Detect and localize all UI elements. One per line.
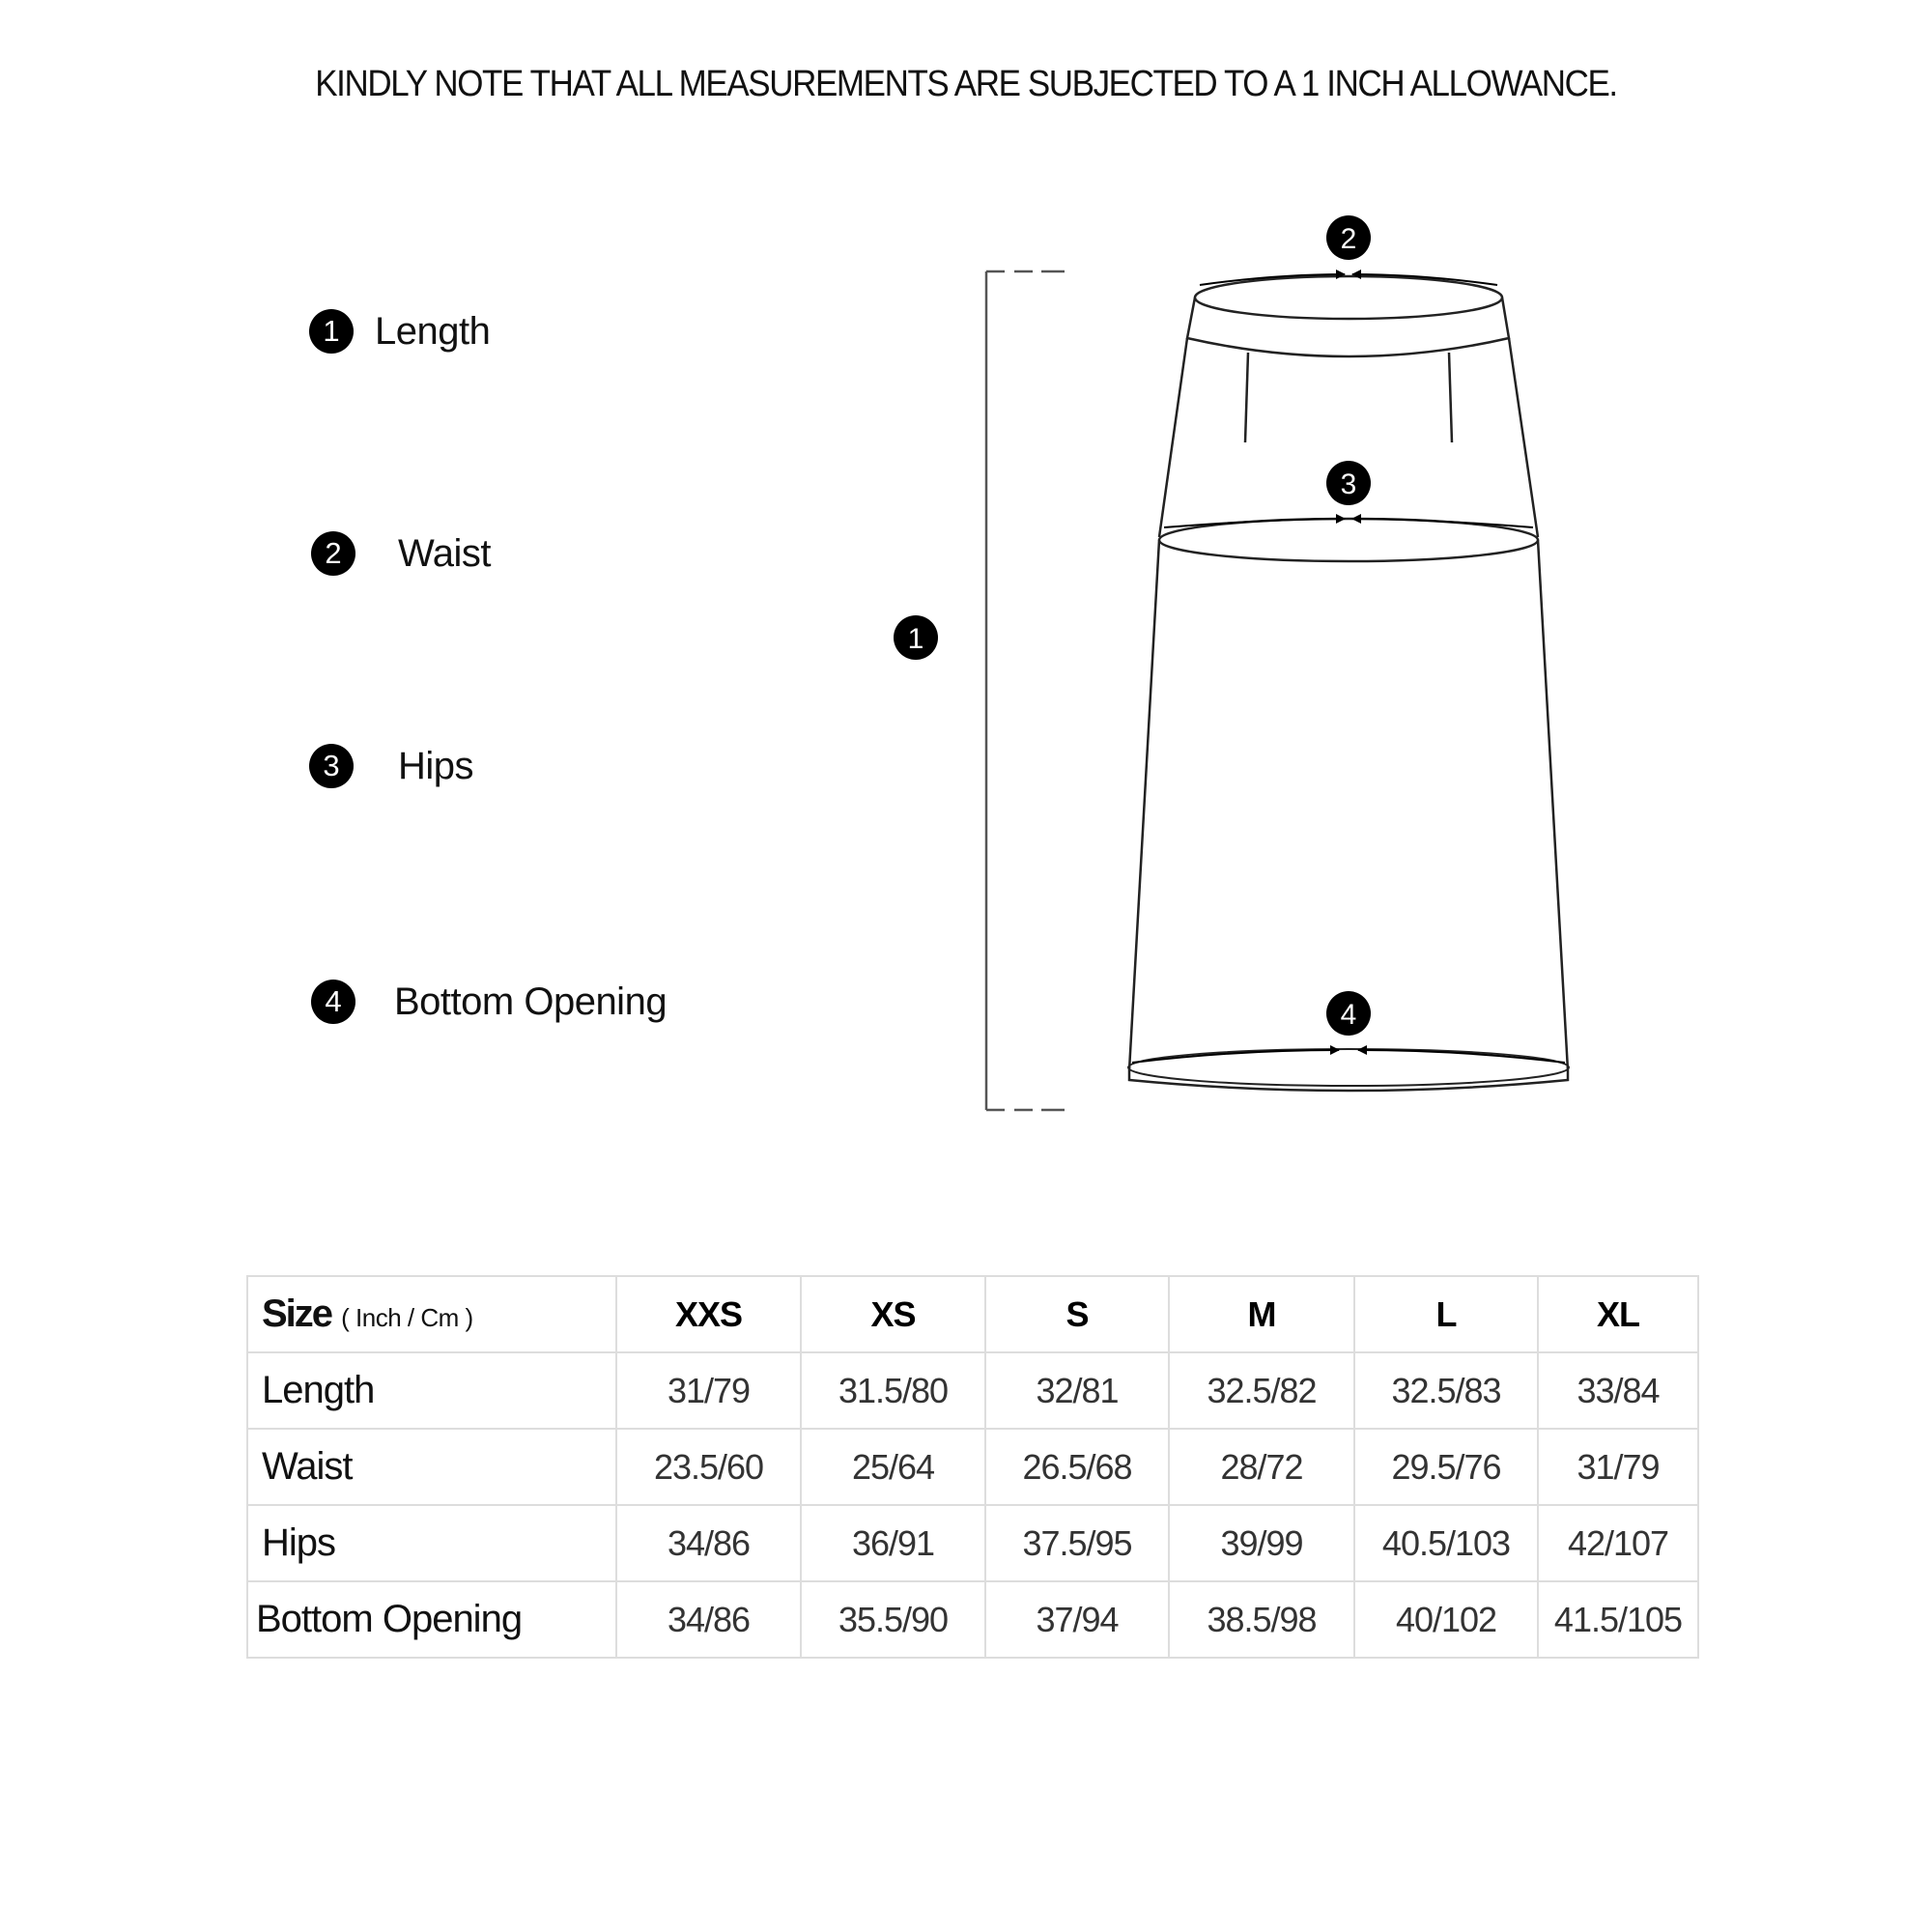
table-cell: 29.5/76 [1354, 1429, 1538, 1505]
legend-label: Length [375, 309, 491, 353]
left-dart [1245, 353, 1248, 442]
table-cell: 37.5/95 [985, 1505, 1169, 1581]
number-3-badge-icon: 3 [309, 744, 354, 788]
table-row [247, 1352, 1698, 1429]
size-column-header: L [1354, 1276, 1538, 1352]
table-cell: 25/64 [801, 1429, 985, 1505]
size-unit-label: ( Inch / Cm ) [341, 1303, 473, 1332]
number-1-badge-icon: 1 [309, 309, 354, 354]
table-cell: 34/86 [616, 1505, 801, 1581]
marker-waist-badge-icon [1326, 215, 1371, 260]
legend-label: Bottom Opening [394, 980, 668, 1023]
size-column-header: XXS [616, 1276, 801, 1352]
table-header-row [247, 1276, 1698, 1352]
table-cell: 40/102 [1354, 1581, 1538, 1658]
row-label: Hips [247, 1505, 616, 1581]
marker-number: 3 [1340, 469, 1357, 500]
table-cell: 40.5/103 [1354, 1505, 1538, 1581]
legend-label: Hips [398, 744, 474, 787]
hip-line [1159, 519, 1538, 561]
waist-opening [1195, 276, 1502, 319]
number-4-badge-icon: 4 [311, 980, 355, 1024]
marker-number: 2 [1340, 223, 1357, 255]
size-column-header: XS [801, 1276, 985, 1352]
size-column-header: XL [1538, 1276, 1698, 1352]
table-cell: 37/94 [985, 1581, 1169, 1658]
table-cell: 35.5/90 [801, 1581, 985, 1658]
row-label: Length [247, 1352, 616, 1429]
marker-number: 1 [907, 623, 924, 655]
size-column-header: M [1169, 1276, 1354, 1352]
table-cell: 28/72 [1169, 1429, 1354, 1505]
table-cell: 41.5/105 [1538, 1581, 1698, 1658]
skirt-outline [1128, 276, 1569, 1091]
legend-label: Waist [398, 531, 492, 575]
table-row [247, 1505, 1698, 1581]
row-label: Bottom Opening [247, 1581, 616, 1658]
marker-bottom-opening-badge-icon [1326, 991, 1371, 1036]
table-row [247, 1581, 1698, 1658]
table-cell: 31/79 [616, 1352, 801, 1429]
table-cell: 32.5/82 [1169, 1352, 1354, 1429]
size-column-header: S [985, 1276, 1169, 1352]
length-bracket [986, 271, 1065, 1110]
left-hip-seam [1159, 338, 1187, 537]
table-cell: 23.5/60 [616, 1429, 801, 1505]
size-header-cell [247, 1276, 616, 1352]
row-label: Waist [247, 1429, 616, 1505]
right-dart [1449, 353, 1452, 442]
hem-opening [1128, 1049, 1569, 1086]
table-row [247, 1429, 1698, 1505]
table-cell: 31/79 [1538, 1429, 1698, 1505]
hem-arrows [1132, 1050, 1565, 1063]
size-chart-table [246, 1275, 1699, 1659]
table-cell: 33/84 [1538, 1352, 1698, 1429]
number-2-badge-icon: 2 [311, 531, 355, 576]
table-cell: 31.5/80 [801, 1352, 985, 1429]
table-cell: 26.5/68 [985, 1429, 1169, 1505]
table-cell: 38.5/98 [1169, 1581, 1354, 1658]
table-cell: 39/99 [1169, 1505, 1354, 1581]
table-cell: 32.5/83 [1354, 1352, 1538, 1429]
table-cell: 34/86 [616, 1581, 801, 1658]
size-header-label: Size [262, 1293, 332, 1335]
marker-hips-badge-icon [1326, 461, 1371, 505]
table-cell: 36/91 [801, 1505, 985, 1581]
right-hip-seam [1509, 338, 1538, 537]
hip-arrows [1164, 519, 1533, 527]
allowance-notice: KINDLY NOTE THAT ALL MEASUREMENTS ARE SUBJECTED TO A 1 INCH ALLOWANCE. [315, 64, 1617, 104]
waistband [1187, 298, 1509, 356]
table-cell: 32/81 [985, 1352, 1169, 1429]
marker-length-badge-icon [894, 615, 938, 660]
marker-number: 4 [1340, 999, 1357, 1031]
table-cell: 42/107 [1538, 1505, 1698, 1581]
